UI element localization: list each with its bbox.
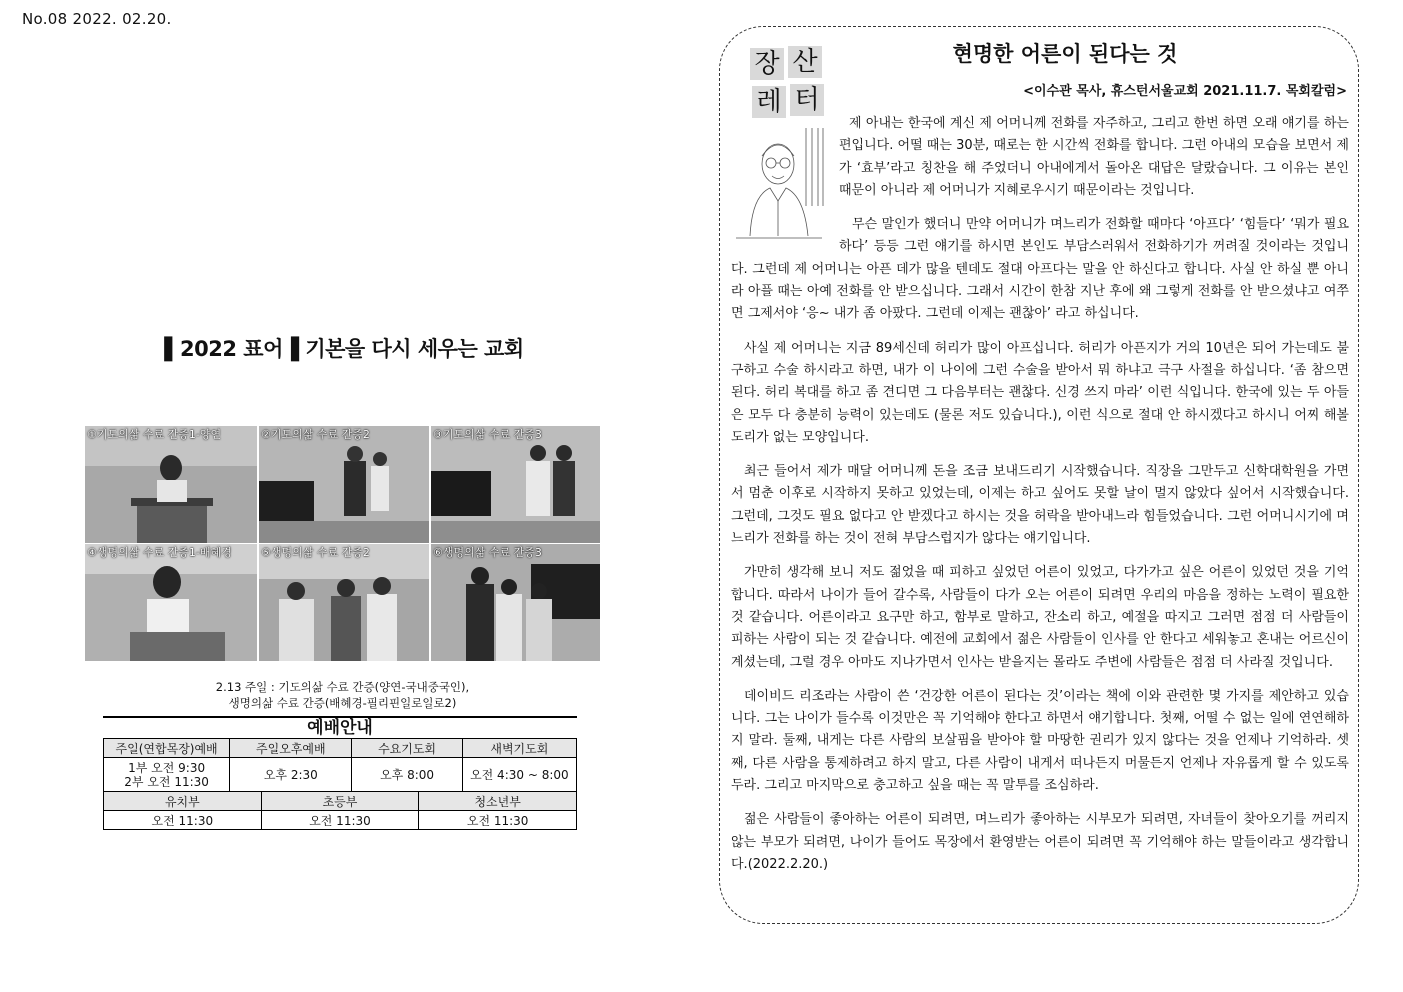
first-service-time: 1부 오전 9:30 bbox=[128, 760, 206, 775]
header-kindergarten: 유치부 bbox=[104, 792, 262, 811]
photo-life-testimony-2 bbox=[259, 544, 429, 661]
letter-paragraph-1-text: 제 아내는 한국에 계신 제 어머니께 전화를 자주하고, 그리고 한번 하면 오래 얘기를 하는 편입니다. 어떨 때는 30분, 때로는 한 시간씩 전화를 합니다. 그런 아내의 모습을 보면서 제가 ‘효부’라고 칭찬을 해 주었더니 아내에게서 돌아온 대답은 달랐습니다. 그 이유는 본인 때문이 아니라 제 어머니가 지혜로우시기 때문이라는 것입니다. bbox=[839, 116, 1349, 198]
letter-paragraph-4 bbox=[731, 461, 1349, 550]
education-header-row bbox=[104, 792, 577, 811]
badge-char-4: 터 bbox=[790, 84, 824, 116]
photo-prayer-testimony-3 bbox=[431, 426, 600, 543]
badge-char-2: 산 bbox=[788, 46, 822, 78]
header-youth: 청소년부 bbox=[419, 792, 577, 811]
letter-paragraph-7-text: 젊은 사람들이 좋아하는 어른이 되려면, 며느리가 좋아하는 시부모가 되려면, 자녀들이 찾아오기를 꺼리지 않는 부모가 되려면, 나이가 들어도 목장에서 환영받는 어른이 되려면 꼭 기억해야 하는 말들이라고 생각합니다.(2022.2.20.) bbox=[731, 812, 1349, 872]
letter-paragraph-3-text: 사실 제 어머니는 지금 89세신데 허리가 많이 아프십니다. 허리가 아픈지가 거의 10년은 되어 가는데도 불구하고 수술 하시라고 하면, 내가 이 나이에 그런 수술을 받아서 뭐 하냐고 극구 사절을 하십니다. ‘좀 참으면 된다. 허리 복대를 하고 좀 견디면 그 다음부터는 괜찮다. 신경 쓰지 마라’ 이런 식입니다. 한국에 있는 두 아들은 모두 다 충분히 능력이 있는데도 (물론 저도 있습니다.), 이런 식으로 절대 안 하시겠다고 하시니 어찌 해볼 도리가 없는 모양입니다. bbox=[731, 340, 1349, 445]
letter-paragraph-5-text: 가만히 생각해 보니 저도 젊었을 때 피하고 싶었던 어른이 있었고, 다가가고 싶은 어른이 있었던 것을 기억합니다. 따라서 나이가 들어 갈수록, 사람들이 다가 오는 어른이 되려면 우리의 마음을 정하는 노력이 필요한 것 같습니다. 어른이라고 요구만 하고, 함부로 말하고, 잔소리 하고, 예절을 따지고 그러면 점점 더 사람들이 피하는 사람이 되는 것 같습니다. 예전에 교회에서 젊은 사람들이 인사를 안 한다고 세워놓고 혼내는 어르신이 계셨는데, 그럴 경우 아마도 지나가면서 인사는 받을지는 몰라도 주변에 사람들은 점점 더 사라질 것입니다. bbox=[731, 565, 1349, 670]
header-sunday-afternoon: 주일오후예배 bbox=[230, 739, 352, 758]
badge-char-3: 레 bbox=[752, 86, 786, 118]
letter-author-source: <이수관 목사, 휴스턴서울교회 2021.11.7. 목회칼럼> bbox=[1023, 84, 1347, 99]
header-dawn-prayer: 새벽기도회 bbox=[462, 739, 576, 758]
worship-guide-title: 예배안내 bbox=[103, 716, 577, 739]
photo-caption-3: ③기도의삶 수료 간증3 bbox=[433, 428, 542, 441]
letter-paragraph-6-text: 데이비드 리조라는 사람이 쓴 ‘건강한 어른이 된다는 것’이라는 책에 이와 관련한 몇 가지를 제안하고 있습니다. 그는 나이가 들수록 이것만은 꼭 기억해야 한다고 하면서 얘기합니다. 첫째, 어떨 수 없는 일에 연연해하지 말라. 둘째, 내게는 다른 사람의 보살핌을 받아야 할 마땅한 권리가 있지 않다는 것을 언제나 기억하라. 셋째, 다른 사람을 통제하려고 하지 말고, 다른 사람이 내게서 떠나든지 머물든지 언제나 자유롭게 할 수 있도록 두라. 그리고 마지막으로 충고하고 싶을 때는 꼭 말투를 조심하라. bbox=[731, 688, 1349, 794]
issue-number-date: No.08 2022. 02.20. bbox=[22, 10, 172, 28]
letter-title: 현명한 어른이 된다는 것 bbox=[952, 42, 1178, 66]
wednesday-prayer-time: 오후 8:00 bbox=[352, 758, 462, 792]
worship-schedule-table bbox=[103, 738, 577, 792]
photo-caption-4: ④생명의삶 수료 간증1-배혜경 bbox=[87, 546, 232, 559]
letter-paragraph-3 bbox=[731, 338, 1349, 449]
worship-schedule-header-row bbox=[104, 739, 577, 758]
photo-prayer-testimony-2 bbox=[259, 426, 429, 543]
youth-time: 오전 11:30 bbox=[419, 811, 577, 830]
photo-caption-1: ①기도의삶 수료 간증1-양연 bbox=[87, 428, 222, 441]
badge-char-1: 장 bbox=[750, 48, 784, 80]
letter-paragraph-4-text: 최근 들어서 제가 매달 어머니께 돈을 조금 보내드리기 시작했습니다. 직장을 그만두고 신학대학원을 가면서 멈춘 이후로 시작하지 못하고 있었는데, 이제는 하고 싶어도 못할 날이 멀지 않았다 싶어서 시작했습니다. 그런데, 그것도 필요 없다고 안 받겠다고 하시는 것을 허락을 받아내느라 힘들었습니다. 그런 어머니시기에 며느리가 전화를 하는 것이 전혀 부담스럽지가 않다는 얘기입니다. bbox=[731, 464, 1349, 547]
letter-paragraph-6 bbox=[731, 686, 1349, 797]
letter-paragraph-5 bbox=[731, 562, 1349, 673]
photo-caption-6: ⑥생명의삶 수료 간증3 bbox=[433, 546, 542, 559]
second-service-time: 2부 오전 11:30 bbox=[124, 774, 209, 789]
letter-body bbox=[731, 113, 1349, 888]
header-wednesday-prayer: 수요기도회 bbox=[352, 739, 462, 758]
photo-life-testimony-3 bbox=[431, 544, 600, 661]
letter-paragraph-2-text: 무슨 말인가 했더니 만약 어머니가 며느리가 전화할 때마다 ‘아프다’ ‘힘들다’ ‘뭐가 필요하다’ 등등 그런 얘기를 하시면 본인도 부담스러워서 전화하기가 꺼려질 것이라는 것입니다. 그런데 제 어머니는 아픈 데가 많을 텐데도 절대 아프다는 말을 안 하신다고 합니다. 사실 안 하실 뿐 아니라 아플 때는 아예 전화를 안 받으십니다. 그래서 시간이 한참 지난 후에 왜 그렇게 전화를 안 받으셨냐고 여쭈면 그제서야 ‘응~ 내가 좀 아팠다. 그런데 이제는 괜찮아’ 라고 하십니다. bbox=[731, 217, 1349, 322]
kindergarten-time: 오전 11:30 bbox=[104, 811, 262, 830]
photo-prayer-testimony-1 bbox=[85, 426, 257, 543]
photo-description-line2: 생명의삶 수료 간증(배혜경-필리핀일로일로2) bbox=[228, 696, 457, 710]
photo-caption-5: ⑤생명의삶 수료 간증2 bbox=[261, 546, 370, 559]
column-badge bbox=[750, 46, 826, 122]
photo-description-line1: 2.13 주일 : 기도의삶 수료 간증(양연-국내중국인), bbox=[215, 680, 470, 694]
worship-schedule-time-row bbox=[104, 758, 577, 792]
photo-grid bbox=[85, 426, 600, 661]
elementary-time: 오전 11:30 bbox=[261, 811, 419, 830]
header-elementary: 초등부 bbox=[261, 792, 419, 811]
photo-caption-2: ②기도의삶 수료 간증2 bbox=[261, 428, 370, 441]
education-time-row bbox=[104, 811, 577, 830]
church-motto: ▌2022 표어▐ 기본을 다시 세우는 교회 bbox=[164, 337, 524, 361]
education-schedule-table bbox=[103, 791, 577, 830]
sunday-service-times bbox=[104, 758, 230, 792]
sunday-afternoon-time: 오후 2:30 bbox=[230, 758, 352, 792]
photo-description bbox=[85, 679, 600, 711]
header-sunday-service: 주일(연합목장)예배 bbox=[104, 739, 230, 758]
photo-life-testimony-1 bbox=[85, 544, 257, 661]
dawn-prayer-time: 오전 4:30 ~ 8:00 bbox=[462, 758, 576, 792]
letter-paragraph-7 bbox=[731, 809, 1349, 876]
